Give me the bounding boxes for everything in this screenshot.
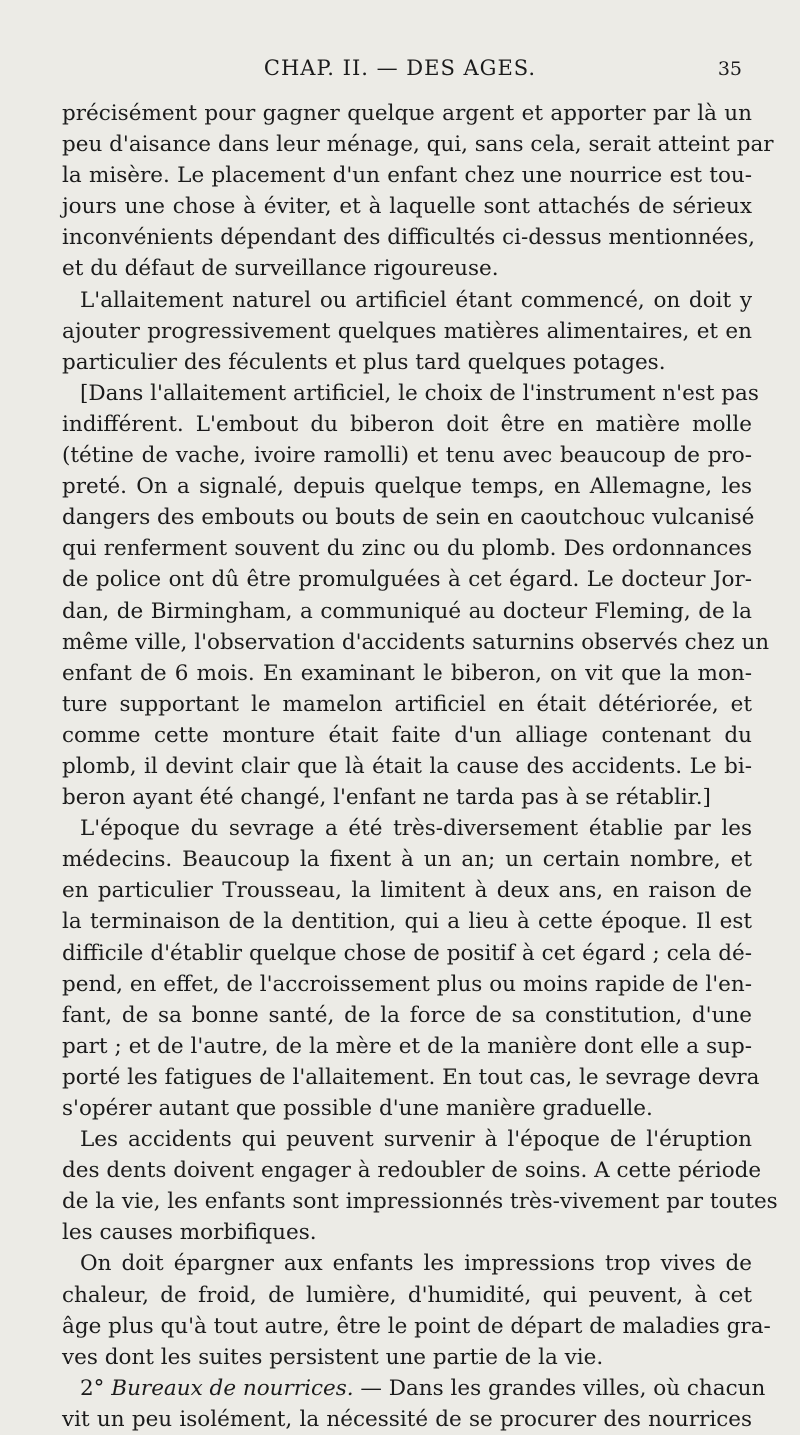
text-line: preté. On a signalé, depuis quelque temps, en Allemagne, les (62, 474, 752, 500)
text-line: pend, en effet, de l'accroissement plus ou moins rapide de l'en- (62, 971, 752, 997)
text-line: dan, de Birmingham, a communiqué au docteur Fleming, de la (62, 598, 752, 624)
text-line: (tétine de vache, ivoire ramolli) et tenu avec beaucoup de pro- (62, 443, 752, 469)
text-line: et du défaut de surveillance rigoureuse. (62, 256, 499, 282)
text-line: porté les fatigues de l'allaitement. En tout cas, le sevrage devra (62, 1064, 760, 1090)
running-title: CHAP. II. — DES AGES. (263, 56, 537, 80)
text-line: indifférent. L'embout du biberon doit être en matière molle (62, 411, 752, 437)
body-text (62, 98, 778, 1435)
text-line: précisément pour gagner quelque argent et apporter par là un (62, 101, 752, 126)
text-line: médecins. Beaucoup la fixent à un an; un certain nombre, et (62, 847, 752, 873)
page-header (0, 56, 800, 86)
text-line: fant, de sa bonne santé, de la force de sa constitution, d'une (62, 1002, 752, 1028)
text-line: en particulier Trousseau, la limitent à deux ans, en raison de (62, 878, 752, 904)
text-line: ajouter progressivement quelques matières alimentaires, et en (62, 318, 752, 344)
section-title: Bureaux de nourrices. (111, 1375, 354, 1401)
text-line: On doit épargner aux enfants les impressions trop vives de (80, 1251, 752, 1277)
section-heading-line (62, 1373, 766, 1404)
text-line: des dents doivent engager à redoubler de soins. A cette période (62, 1158, 762, 1184)
text-line: difficile d'établir quelque chose de positif à cet égard ; cela dé- (62, 940, 752, 966)
text-line: de police ont dû être promulguées à cet égard. Le docteur Jor- (62, 567, 752, 593)
section-number: 2° (80, 1375, 105, 1401)
text-line: qui renferment souvent du zinc ou du plomb. Des ordonnances (62, 536, 752, 562)
text-line: peu d'aisance dans leur ménage, qui, sans cela, serait atteint par (62, 132, 774, 158)
text-line: âge plus qu'à tout autre, être le point de départ de maladies gra- (62, 1313, 771, 1339)
text-line: la terminaison de la dentition, qui a lieu à cette époque. Il est (62, 909, 752, 935)
text-line: de la vie, les enfants sont impressionnés très-vivement par toutes (62, 1189, 778, 1215)
text-line: comme cette monture était faite d'un alliage contenant du (62, 722, 752, 748)
text-line: plomb, il devint clair que là était la cause des accidents. Le bi- (62, 753, 752, 779)
text-line: ture supportant le mamelon artificiel en était détériorée, et (62, 691, 752, 717)
text-line: part ; et de l'autre, de la mère et de la manière dont elle a sup- (62, 1033, 752, 1059)
text-line: enfant de 6 mois. En examinant le biberon, on vit que la mon- (62, 660, 752, 686)
text-line: inconvénients dépendant des difficultés ci-dessus mentionnées, (62, 225, 755, 251)
text-line: s'opérer autant que possible d'une manière graduelle. (62, 1096, 653, 1121)
text-line: la misère. Le placement d'un enfant chez une nourrice est tou- (62, 163, 752, 189)
text-line: vit un peu isolément, la nécessité de se procurer des nourrices (62, 1406, 752, 1432)
text-line: particulier des féculents et plus tard quelques potages. (62, 349, 666, 375)
text-line: L'allaitement naturel ou artificiel étant commencé, on doit y (80, 287, 752, 313)
text-line: même ville, l'observation d'accidents saturnins observés chez un (62, 629, 770, 655)
text-line: [Dans l'allaitement artificiel, le choix de l'instrument n'est pas (80, 380, 759, 406)
page-number: 35 (717, 58, 742, 80)
text-line: ves dont les suites persistent une partie de la vie. (62, 1344, 604, 1370)
text-line: beron ayant été changé, l'enfant ne tarda pas à se rétablir.] (62, 785, 711, 811)
text-line: dangers des embouts ou bouts de sein en caoutchouc vulcanisé (62, 505, 755, 531)
text-line: Les accidents qui peuvent survenir à l'époque de l'éruption (80, 1127, 752, 1153)
text-line: les causes morbifiques. (62, 1220, 317, 1246)
text-line: chaleur, de froid, de lumière, d'humidité, qui peuvent, à cet (62, 1282, 752, 1308)
text-line: L'époque du sevrage a été très-diversement établie par les (80, 816, 752, 842)
section-text: — Dans les grandes villes, où chacun (353, 1375, 766, 1401)
text-line: jours une chose à éviter, et à laquelle sont attachés de sérieux (62, 194, 752, 220)
